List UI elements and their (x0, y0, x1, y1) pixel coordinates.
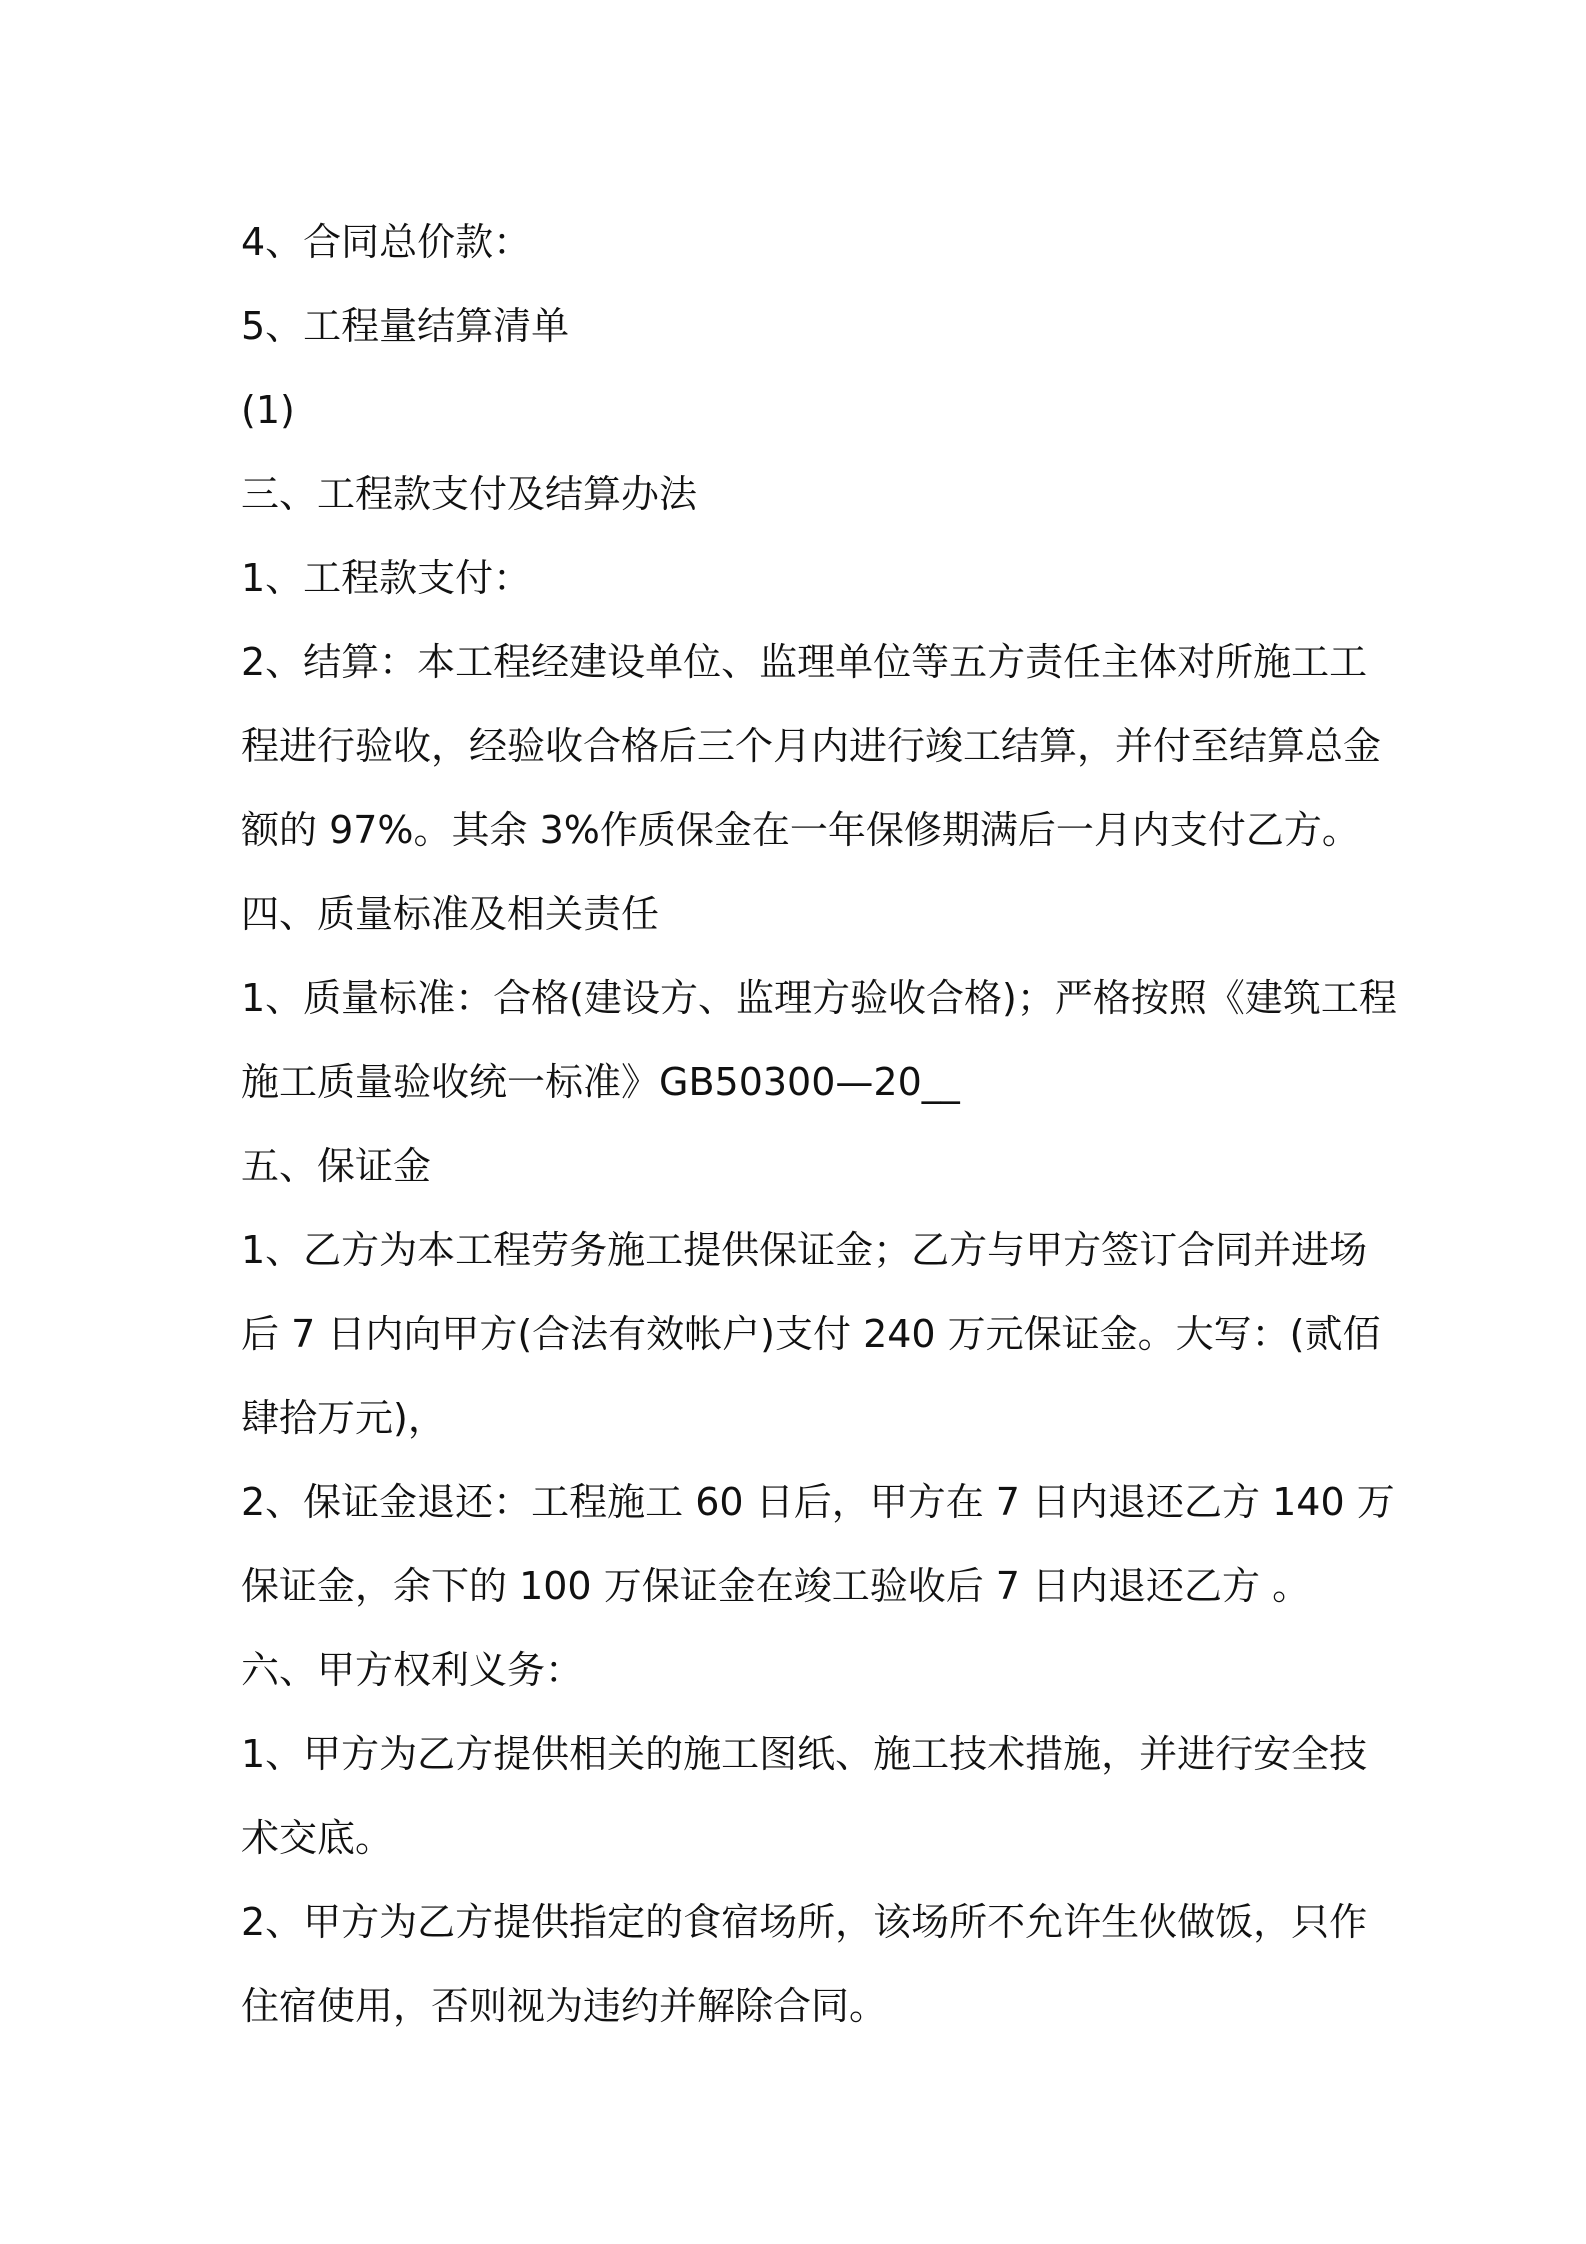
text-line: (1) (241, 388, 295, 432)
document-body (241, 200, 1397, 2048)
text-line: 5、工程量结算清单 (241, 304, 570, 348)
text-line: 保证金，余下的 100 万保证金在竣工验收后 7 日内退还乙方 。 (241, 1564, 1311, 1608)
section-heading: 三、工程款支付及结算办法 (241, 472, 698, 516)
text-line: 2、结算：本工程经建设单位、监理单位等五方责任主体对所施工工 (241, 640, 1368, 684)
text-line: 额的 97%。其余 3%作质保金在一年保修期满后一月内支付乙方。 (241, 808, 1360, 852)
text-line: 施工质量验收统一标准》GB50300—20__ (241, 1060, 960, 1104)
text-line: 1、甲方为乙方提供相关的施工图纸、施工技术措施，并进行安全技 (241, 1732, 1368, 1776)
text-line: 程进行验收，经验收合格后三个月内进行竣工结算，并付至结算总金 (241, 724, 1382, 768)
section-heading: 六、甲方权利义务： (241, 1648, 584, 1692)
text-line: 后 7 日内向甲方(合法有效帐户)支付 240 万元保证金。大写：(贰佰 (241, 1312, 1381, 1356)
text-line: 1、质量标准：合格(建设方、监理方验收合格)；严格按照《建筑工程 (241, 976, 1397, 1020)
text-line: 1、乙方为本工程劳务施工提供保证金；乙方与甲方签订合同并进场 (241, 1228, 1368, 1272)
text-line: 术交底。 (241, 1816, 394, 1860)
section-heading: 四、质量标准及相关责任 (241, 892, 660, 936)
section-heading: 五、保证金 (241, 1144, 432, 1188)
text-line: 肆拾万元)， (241, 1396, 446, 1440)
text-line: 1、工程款支付： (241, 556, 532, 600)
text-line: 2、保证金退还：工程施工 60 日后，甲方在 7 日内退还乙方 140 万 (241, 1480, 1395, 1524)
text-line: 住宿使用，否则视为违约并解除合同。 (241, 1984, 888, 2028)
text-line: 4、合同总价款： (241, 220, 532, 264)
text-line: 2、甲方为乙方提供指定的食宿场所，该场所不允许生伙做饭，只作 (241, 1900, 1368, 1944)
